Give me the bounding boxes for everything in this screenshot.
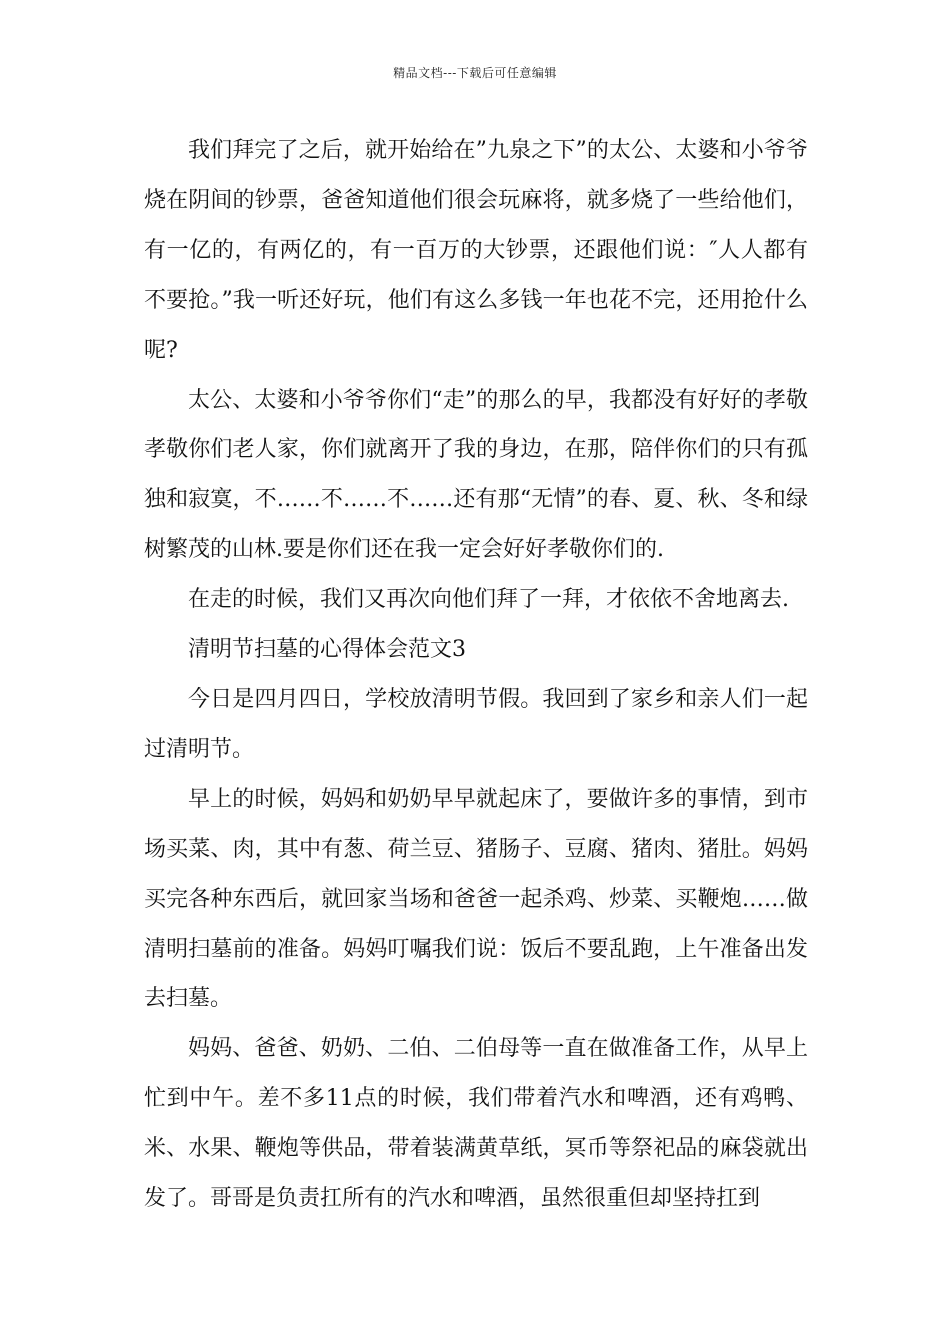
page-header: 精品文档---下载后可任意编辑 (393, 66, 557, 80)
paragraph: 太公、太婆和小爷爷你们“走”的那么的早，我都没有好好的孝敬孝敬你们老人家，你们就离开了我的身边，在那，陪伴你们的只有孤独和寂寞，不……不……不……还有那“无情”的春、夏、秋、冬和绿树繁茂的山林.要是你们还在我一定会好好孝敬你们的. (144, 387, 808, 563)
paragraph: 妈妈、爸爸、奶奶、二伯、二伯母等一直在做准备工作，从早上忙到中午。差不多11点的时候，我们带着汽水和啤酒，还有鸡鸭、米、水果、鞭炮等供品，带着装满黄草纸，冥币等祭祀品的麻袋就出发了。哥哥是负责扛所有的汽水和啤酒，虽然很重但却坚持扛到 (144, 1036, 808, 1212)
section-heading: 清明节扫墓的心得体会范文3 (188, 637, 466, 663)
paragraph: 早上的时候，妈妈和奶奶早早就起床了，要做许多的事情，到市场买菜、肉，其中有葱、荷兰豆、猪肠子、豆腐、猪肉、猪肚。妈妈买完各种东西后，就回家当场和爸爸一起杀鸡、炒菜、买鞭炮……做清明扫墓前的准备。妈妈叮嘱我们说：饭后不要乱跑，上午准备出发去扫墓。 (144, 786, 808, 1012)
document-body (144, 126, 808, 1224)
paragraph: 今日是四月四日，学校放清明节假。我回到了家乡和亲人们一起过清明节。 (144, 686, 808, 762)
paragraph: 在走的时候，我们又再次向他们拜了一拜，才依依不舍地离去. (188, 587, 789, 613)
paragraph: 我们拜完了之后，就开始给在”九泉之下”的太公、太婆和小爷爷烧在阴间的钞票，爸爸知道他们很会玩麻将，就多烧了一些给他们，有一亿的，有两亿的，有一百万的大钞票，还跟他们说：″人人都有不要抢。”我一听还好玩，他们有这么多钱一年也花不完，还用抢什么呢? (144, 138, 808, 363)
